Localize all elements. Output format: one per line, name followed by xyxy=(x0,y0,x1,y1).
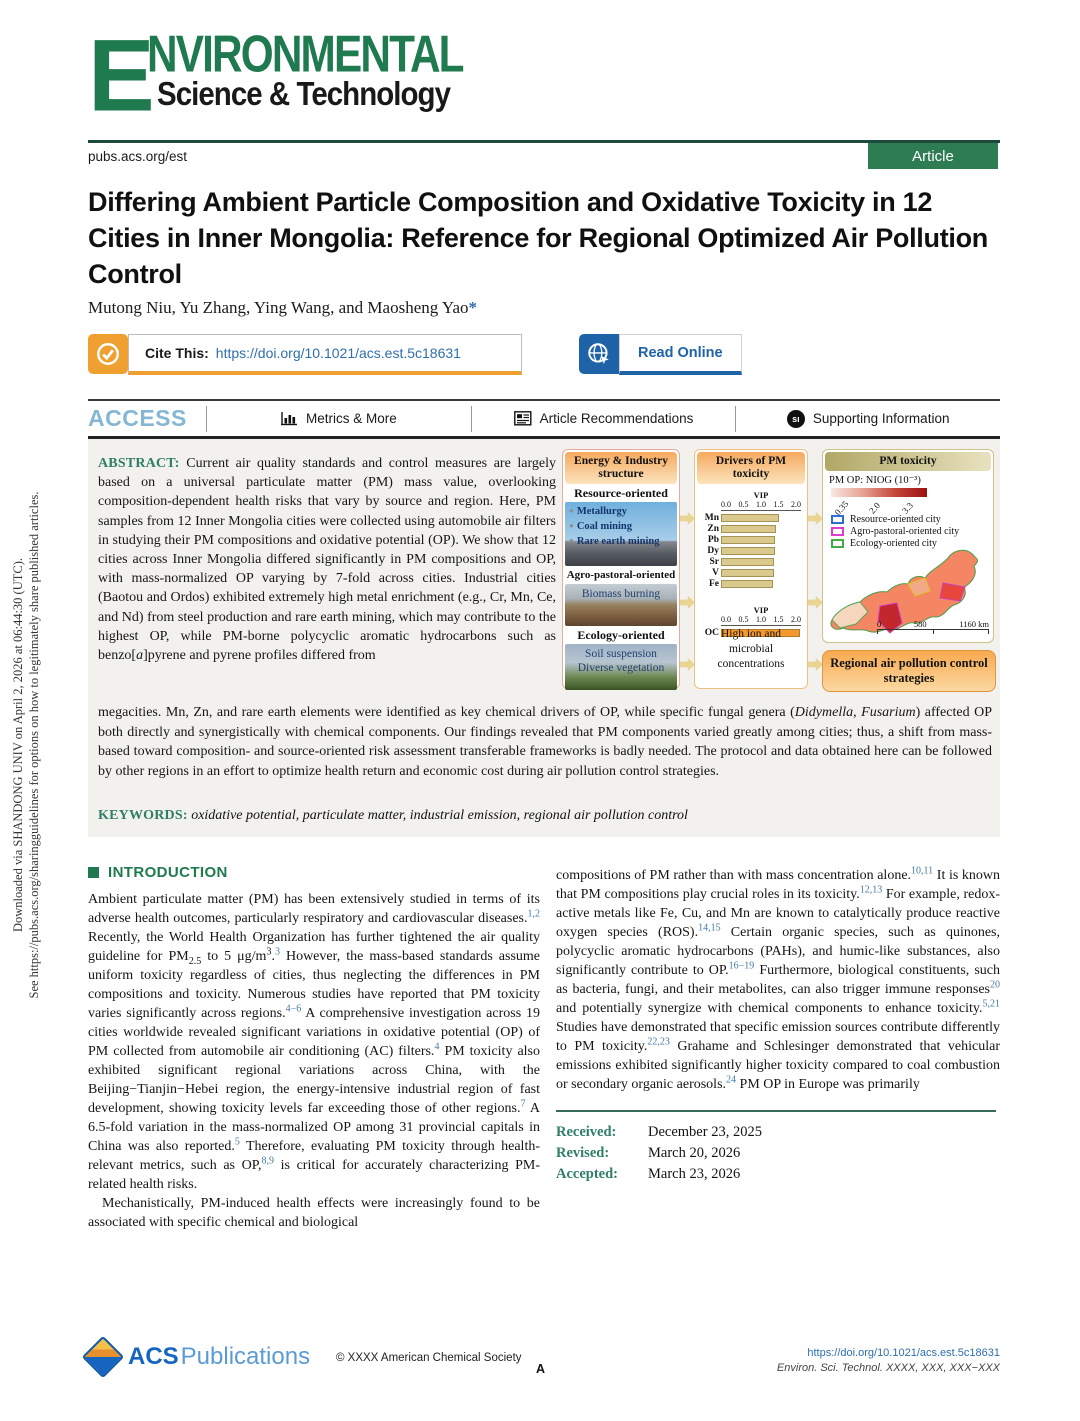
panel3-header: PM toxicity xyxy=(825,452,991,471)
flow-arrow-icon xyxy=(680,596,695,609)
graphical-abstract xyxy=(562,446,994,698)
colorbar-ticks: 0.35 2.0 3.3 xyxy=(832,498,915,518)
panel2-header: Drivers of PM toxicity xyxy=(697,452,805,484)
legend-item: Resource-oriented city xyxy=(831,514,991,525)
header-divider xyxy=(88,140,1000,143)
ecology-oriented-title: Ecology-oriented xyxy=(577,628,665,642)
footer-citation: Environ. Sci. Technol. XXXX, XXX, XXX−XXX xyxy=(776,1362,1000,1374)
legend-swatch-agro xyxy=(831,527,844,536)
bar-chart-icon xyxy=(281,411,298,426)
read-online-button[interactable]: Read Online xyxy=(619,334,742,375)
flow-arrow-icon xyxy=(808,658,823,671)
flow-arrow-icon xyxy=(680,512,695,525)
copyright-text: © XXXX American Chemical Society xyxy=(336,1352,522,1364)
industry-photo: ● Metallurgy ● Coal mining ● Rare earth mining xyxy=(565,502,677,566)
logo-line1: NVIRONMENTAL xyxy=(146,24,463,83)
page-footer xyxy=(88,1336,1000,1406)
flow-arrow-icon xyxy=(808,512,823,525)
drivers-panel xyxy=(694,449,808,689)
grassland-photo: Soil suspension Diverse vegetation xyxy=(565,644,677,690)
legend-item: Ecology-oriented city xyxy=(831,538,991,549)
panel1-header: Energy & Industry structure xyxy=(565,452,677,484)
page-title: Differing Ambient Particle Composition and Oxidative Toxicity in 12 Cities in Inner Mongolia: Reference for Regional Optimized Air Pollution Control xyxy=(88,187,988,289)
flow-arrow-icon xyxy=(808,596,823,609)
vip-chart-metals: VIP 0.0 0.5 1.0 1.5 2.0 Mn Zn Pb Dy Sr V Fe xyxy=(704,490,801,589)
cite-check-icon[interactable] xyxy=(88,334,128,374)
keywords-label: KEYWORDS: xyxy=(98,808,188,823)
section-square-icon xyxy=(88,867,99,878)
document-icon xyxy=(514,411,532,426)
resource-oriented-title: Resource-oriented xyxy=(574,486,668,500)
map-scale-bar: 0 580 1160 km xyxy=(877,619,989,634)
author-list: Mutong Niu, Yu Zhang, Ying Wang, and Maosheng Yao* xyxy=(88,298,477,317)
corresponding-author-star[interactable]: * xyxy=(468,298,477,317)
flow-arrow-icon xyxy=(680,658,695,671)
logo-line2: Science & Technology xyxy=(156,74,450,113)
vip-chart-oc: VIP 0.0 0.5 1.0 1.5 2.0 OC xyxy=(704,605,801,638)
page-number: A xyxy=(536,1362,546,1376)
introduction-heading: INTRODUCTION xyxy=(88,864,540,881)
abstract-section xyxy=(88,439,1000,837)
abstract-label: ABSTRACT: xyxy=(98,456,180,471)
right-column xyxy=(556,864,1000,1185)
colorbar-label: PM OP: NIOG (10⁻³) xyxy=(829,475,921,486)
abstract-text-left: ABSTRACT: Current air quality standards and control measures are largely based on a universal particulate matter (PM) mass value, overlooking composition-dependent health risks that vary by source and region. Here, PM samples from 12 Inner Mongolia cities were collected using automobile air filters in studying their PM compositions and oxidative potential (OP). We show that 12 cities across Inner Mongolia differed significantly in PM compositions and OP, with mass-normalized OP varying by 7-fold across cities. Industrial cities (Baotou and Ordos) exhibited extremely high metal enrichment (e.g., Cr, Mn, Ce, and Nd) from steel production and rare earth mining, which may contribute to the highest OP, while PM-borne polycyclic aromatic hydrocarbons such as benzo[a]pyrene and pyrene profiles differed from xyxy=(98,456,557,664)
watermark-line2: See https://pubs.acs.org/sharingguidelines for options on how to legitimately share published articles. xyxy=(27,491,41,999)
supporting-information-link[interactable]: sı Supporting Information xyxy=(736,410,1000,428)
intro-paragraph-3: compositions of PM rather than with mass concentration alone.$^{10,11}$ It is known that PM compositions play crucial roles in its toxicity.$^{12,13}$ For example, redox-active metals like Fe, Cu, and Mn are known to catalytically produce reactive oxygen species (ROS).$^{14,15}$ Certain organic species, such as quinones, polycyclic aromatic hydrocarbons (PAHs), and humic-like substances, also significantly contribute to OP.$^{16-19}$ Furthermore, biological constituents, such as bacteria, fungi, and their metabolites, can also trigger immune responses$^{20}$ and potentially synergize with chemical components to enhance toxicity.$^{5,21}$ Studies have demonstrated that specific emission sources contribute differently to PM toxicity.$^{22,23}$ Grahame and Schlesinger demonstrated that vehicular emissions exhibited significantly higher toxicity compared to coal combustion or secondary organic aerosols.$^{24}$ PM OP in Europe was primarily xyxy=(556,865,1000,1092)
metrics-and-more-link[interactable]: Metrics & More xyxy=(207,411,471,426)
cite-this-box[interactable] xyxy=(128,334,522,375)
journal-url-link[interactable]: pubs.acs.org/est xyxy=(88,149,188,164)
legend-item: Agro-pastoral-oriented city xyxy=(831,526,991,537)
cite-bar xyxy=(88,334,742,375)
read-online-globe-icon[interactable] xyxy=(579,334,619,374)
access-link[interactable]: ACCESS xyxy=(88,405,187,431)
download-watermark xyxy=(10,385,42,1105)
intro-paragraph-2: Mechanistically, PM-induced health effects were increasingly found to be associated with specific chemical and biological xyxy=(88,1196,540,1230)
watermark-line1: Downloaded via SHANDONG UNIV on April 2, 2026 at 06:44:30 (UTC). xyxy=(11,557,25,933)
field-photo: Biomass burning xyxy=(565,584,677,626)
abstract-text-full: megacities. Mn, Zn, and rare earth elements were identified as key chemical drivers of OP, while specific fungal genera (Didymella, Fusarium) affected OP both directly and synergistically with chemical components. Our findings revealed that PM components varied greatly among cities; thus, a shift from mass-based toward composition- and source-oriented risk assessment transferable frameworks is badly needed. The protocol and data obtained here can be followed by other regions in an effort to optimize health return and economic cost during air pollution control strategies. xyxy=(98,705,992,779)
intro-paragraph-1: Ambient particulate matter (PM) has been extensively studied in terms of its adverse health outcomes, particularly respiratory and cardiovascular diseases.$^{1,2}$ Recently, the World Health Organization has further tightened the air quality guideline for $PM_{2.5}$ to 5 $\mu g/m^3.^3$ However, the mass-based standards assume uniform toxicity regardless of cities, thus neglecting the differences in PM compositions and toxicity. Numerous studies have reported that PM toxicity varies significantly across regions.$^{4-6}$ A comprehensive investigation across 19 cities worldwide revealed significant variations in oxidative potential (OP) of PM collected from automobile air conditioning (AC) filters.$^4$ PM toxicity also exhibited significant regional variations across China, with the Beijing−Tianjin−Hebei region, the energy-intensive industrial region of fast development, showing toxicity levels far exceeding those of other regions.$^7$ A 6.5-fold variation in the mass-normalized OP among 31 provincial capitals in China was also reported.$^5$ Therefore, evaluating PM toxicity through health-relevant metrics, such as OP,$^{8,9}$ is critical for accurately characterizing PM-related health risks. xyxy=(88,892,541,1192)
energy-industry-panel xyxy=(562,449,680,689)
access-divider-top xyxy=(88,399,1000,401)
pm-toxicity-panel xyxy=(822,449,994,643)
article-type-badge: Article xyxy=(868,143,998,169)
agro-pastoral-title: Agro-pastoral-oriented xyxy=(566,569,676,581)
acs-diamond-icon xyxy=(82,1336,124,1378)
si-icon: sı xyxy=(787,410,805,428)
footer-doi-link[interactable]: https://doi.org/10.1021/acs.est.5c18631 xyxy=(807,1347,1000,1359)
acs-publications-logo[interactable]: ACSPublications xyxy=(88,1342,310,1372)
access-toolbar xyxy=(88,402,1000,435)
left-column xyxy=(88,864,540,1232)
strategy-box: Regional air pollution control strategies xyxy=(822,650,996,692)
article-recommendations-link[interactable]: Article Recommendations xyxy=(472,411,736,426)
ion-microbial-note: High ion and microbial concentrations xyxy=(717,628,785,670)
article-dates-box: Received: December 23, 2025 Revised: March 20, 2026 Accepted: March 23, 2026 xyxy=(556,1110,996,1185)
keywords-line: KEYWORDS: oxidative potential, particulate matter, industrial emission, regional air pollution control xyxy=(98,808,688,823)
journal-logo xyxy=(88,18,490,134)
doi-link[interactable]: https://doi.org/10.1021/acs.est.5c18631 xyxy=(215,345,461,361)
logo-initial: E xyxy=(88,18,151,134)
cite-this-label: Cite This: xyxy=(145,345,209,361)
